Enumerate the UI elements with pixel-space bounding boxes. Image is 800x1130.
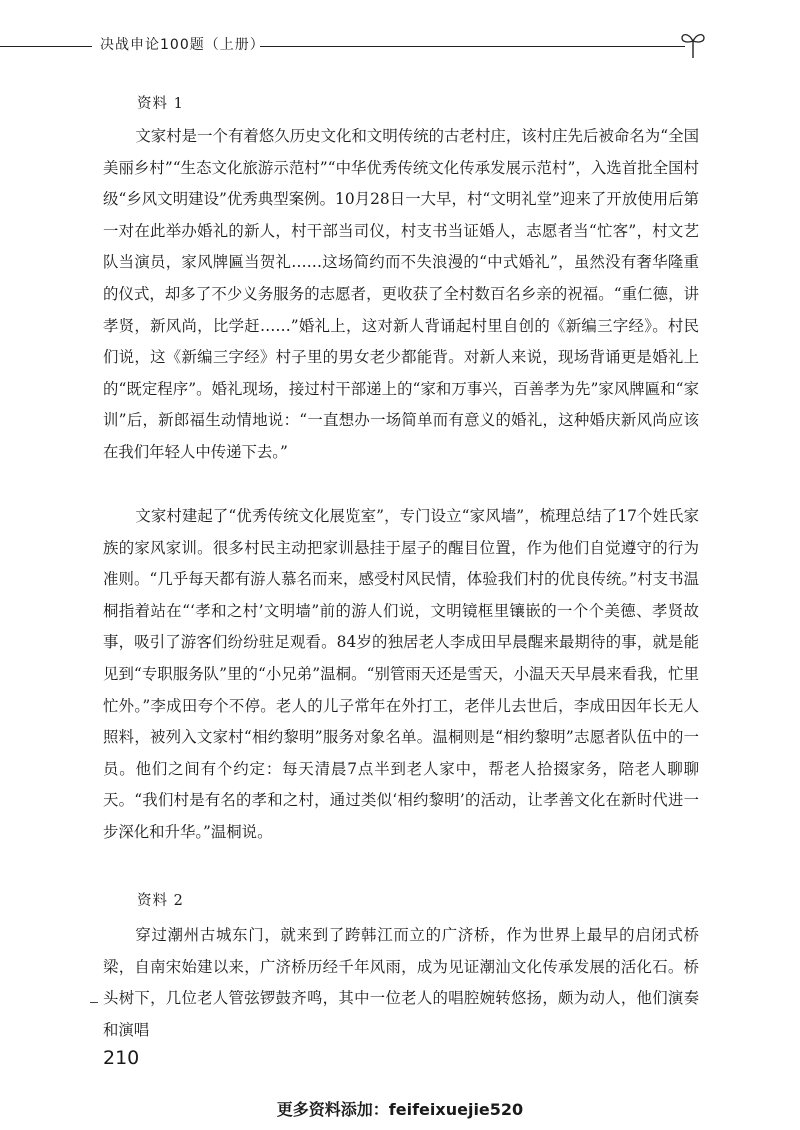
book-title: 决战申论100题（上册） <box>100 37 265 53</box>
material-1-paragraph-1: 文家村是一个有着悠久历史文化和文明传统的古老村庄，该村庄先后被命名为“全国美丽乡村”“生态文化旅游示范村”“中华优秀传统文化传承发展示范村”，入选首批全国村级“乡风文明建设”优秀典型案例。10月28日一大早，村“文明礼堂”迎来了开放使用后第一对在此举办婚礼的新人，村干部当司仪，村支书当证婚人，志愿者当“忙客”，村文艺队当演员，家风牌匾当贺礼……这场简约而不失浪漫的“中式婚礼”，虽然没有奢华隆重的仪式，却多了不少义务服务的志愿者，更收获了全村数百名乡亲的祝福。“重仁德，讲孝贤，新风尚，比学赶……”婚礼上，这对新人背诵起村里自创的《新编三字经》。村民们说，这《新编三字经》村子里的男女老少都能背。对新人来说，现场背诵更是婚礼上的“既定程序”。婚礼现场，接过村干部递上的“家和万事兴，百善孝为先”家风牌匾和“家训”后，新郎福生动情地说：“一直想办一场简单而有意义的婚礼，这种婚庆新风尚应该在我们年轻人中传递下去。” <box>103 127 699 461</box>
page-number: 210 <box>103 1047 140 1069</box>
material-1-label: 资料 1 <box>137 96 184 112</box>
header-rule-left <box>0 46 92 47</box>
material-1-paragraph-2: 文家村建起了“优秀传统文化展览室”，专门设立“家风墙”，梳理总结了17个姓氏家族的家风家训。很多村民主动把家训悬挂于屋子的醒目位置，作为他们自觉遵守的行为准则。“几乎每天都有游人慕名而来，感受村风民情，体验我们村的优良传统。”村支书温桐指着站在“‘孝和之村’文明墙”前的游人们说，文明镜框里镶嵌的一个个美德、孝贤故事，吸引了游客们纷纷驻足观看。84岁的独居老人李成田早晨醒来最期待的事，就是能见到“专职服务队”里的“小兄弟”温桐。“别管雨天还是雪天，小温天天早晨来看我，忙里忙外。”李成田夸个不停。老人的儿子常年在外打工，老伴儿去世后，李成田因年长无人照料，被列入文家村“相约黎明”服务对象名单。温桐则是“相约黎明”志愿者队伍中的一员。他们之间有个约定：每天清晨7点半到老人家中，帮老人拾掇家务，陪老人聊聊天。“我们村是有名的孝和之村，通过类似‘相约黎明’的活动，让孝善文化在新时代进一步深化和升华。”温桐说。 <box>103 507 699 841</box>
margin-mark <box>90 1002 98 1003</box>
material-2-paragraph-1: 穿过潮州古城东门，就来到了跨韩江而立的广济桥，作为世界上最早的启闭式桥梁，自南宋始建以来，广济桥历经千年风雨，成为见证潮汕文化传承发展的活化石。桥头树下，几位老人管弦锣鼓齐鸣，其中一位老人的唱腔婉转悠扬，颇为动人，他们演奏和演唱 <box>103 926 699 1039</box>
sprout-icon <box>680 28 706 60</box>
material-2-label: 资料 2 <box>137 893 184 909</box>
page-header <box>0 28 800 68</box>
footer-note: 更多资料添加：feifeixuejie520 <box>276 1100 524 1119</box>
header-rule-right <box>260 46 685 47</box>
